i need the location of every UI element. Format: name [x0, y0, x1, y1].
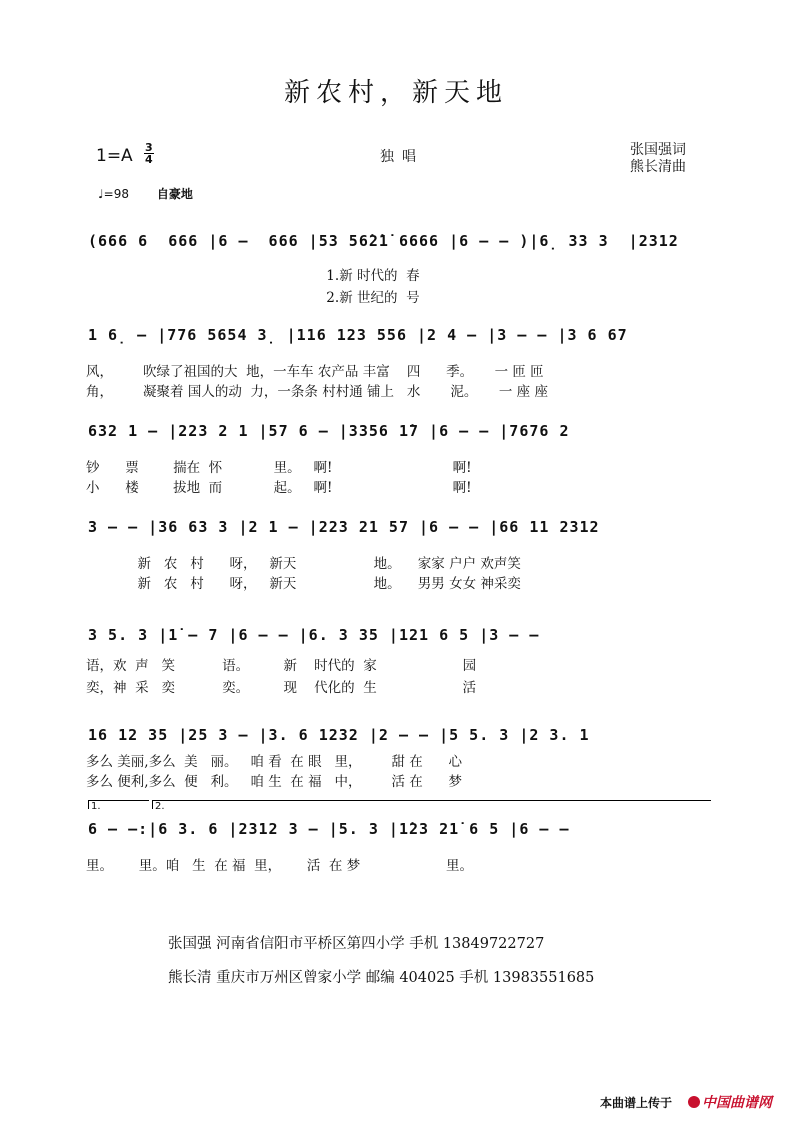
notation-line: 3 5. 3 |1̇ – 7 |6 – – |6. 3 35 |121 6 5 |3 – – — [88, 626, 550, 644]
notation-line: 632 1 – |223 2 1 |57 6 – |3356 1̇7 |6 – – |7676 2 — [88, 422, 580, 440]
meter-bottom: 4 — [145, 153, 153, 166]
composer: 熊长清曲 — [630, 159, 686, 175]
site-logo — [688, 1092, 772, 1112]
expression-marking: 自豪地 — [156, 187, 193, 201]
lyrics-verse-2: 角， 凝聚着 国人的动 力，一条条 村村通 铺上 水 泥。 一 座 座 — [86, 384, 548, 400]
lyrics-verse-1: 新 农 村 呀， 新天 地。 家家 户户 欢声笑 — [86, 556, 521, 572]
lyrics-verse-2: 小 楼 拔地 而 起。 啊! 啊! — [86, 480, 472, 496]
lyricist: 张国强词 — [630, 142, 686, 158]
lyrics-verse-2: 多么 便利,多么 便 利。 咱 生 在 福 中， 活 在 梦 — [86, 774, 463, 790]
site-logo-text: 中国曲谱网 — [702, 1095, 772, 1111]
notation-line: 16 12 35 |25 3 – |3. 6 1232 |2 – – |5 5. 3 |2 3. 1 — [88, 726, 600, 744]
lyrics-verse-1: 风， 吹绿了祖国的大 地，一车车 农产品 丰富 四 季。 一 匝 匝 — [86, 364, 544, 380]
key-signature: 1=A — [96, 146, 133, 166]
performance-type: 独唱 — [380, 149, 424, 165]
notation-line: 1 6̣ – |776 5654 3̣ |116 123 556 |2 4 – |3 – – |3 6 67 — [88, 326, 638, 344]
meter-top: 3 — [145, 141, 153, 154]
lyrics-verse-1: 语，欢 声 笑 语。 新 时代的 家 园 — [86, 658, 477, 674]
lyrics-verse-1: 1.新 时代的 春 — [86, 268, 420, 284]
first-ending-bracket: 1. — [88, 800, 149, 809]
upload-note: 本曲谱上传于 — [600, 1096, 673, 1110]
lyrics-verse-1: 钞 票 揣在 怀 里。 啊! 啊! — [86, 460, 472, 476]
lyrics-verse-1: 里。 里。咱 生 在 福 里， 活 在 梦 里。 — [86, 858, 474, 874]
notation-line: 6 – –:|6 3. 6 |2312 3 – |5. 3 |1̇23 21̇ 6 5 |6 – – — [88, 820, 580, 838]
credits — [630, 142, 686, 176]
tempo-value: ♩=98 — [98, 187, 129, 201]
song-title: 新农村，新天地 — [283, 78, 508, 108]
lyrics-verse-2: 2.新 世纪的 号 — [86, 290, 420, 306]
second-ending-bracket: 2. — [152, 800, 711, 809]
lyrics-verse-2: 奕，神 采 奕 奕。 现 代化的 生 活 — [86, 680, 477, 696]
notation-line: 3 – – |36 63 3 |2 1 – |223 21 57 |6 – – |66 11 2312 — [88, 518, 610, 536]
contact-composer: 熊长清 重庆市万州区曾家小学 邮编 404025 手机 13983551685 — [168, 970, 595, 986]
logo-icon — [688, 1096, 700, 1108]
lyrics-verse-2: 新 农 村 呀， 新天 地。 男男 女女 神采奕 — [86, 576, 521, 592]
contact-lyricist: 张国强 河南省信阳市平桥区第四小学 手机 13849722727 — [168, 936, 545, 952]
lyrics-verse-1: 多么 美丽,多么 美 丽。 咱 看 在 眼 里， 甜 在 心 — [86, 754, 463, 770]
notation-line: (666 6 666 |6 – 666 |53 56̇2̇1̇ 6666 |6 – – )|6̣ 33 3 |2312 — [88, 232, 689, 250]
tempo-marking — [98, 185, 193, 202]
time-signature — [144, 142, 154, 165]
